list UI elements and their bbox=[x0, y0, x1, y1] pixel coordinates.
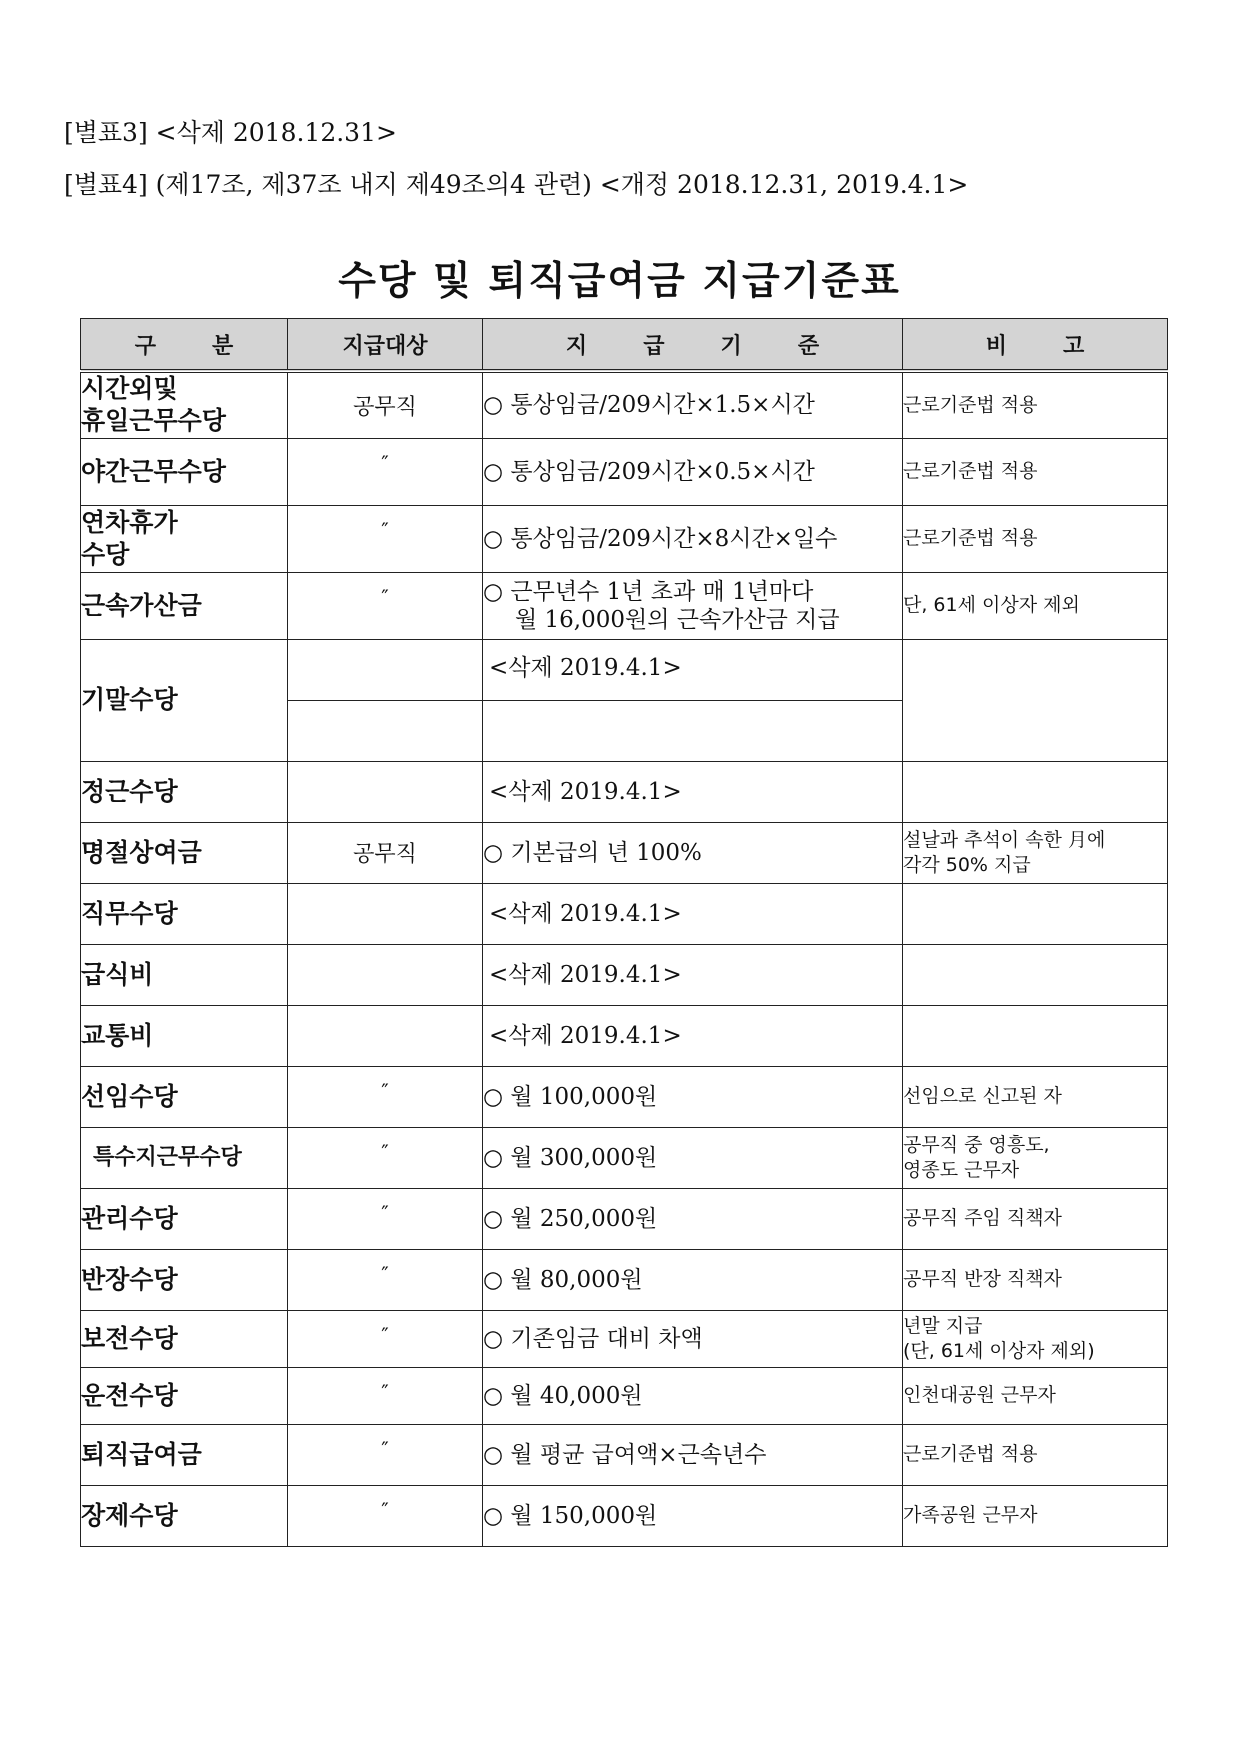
row-note: 단, 61세 이상자 제외 bbox=[903, 572, 1168, 639]
row-criteria: <삭제 2019.4.1> bbox=[483, 944, 903, 1005]
row-category-line: 야간근무수당 bbox=[81, 456, 226, 486]
table-row bbox=[81, 1188, 1168, 1249]
row-target bbox=[288, 883, 483, 944]
row-criteria: ○ 월 40,000원 bbox=[483, 1367, 903, 1424]
column-header-category: 구 분 bbox=[81, 319, 288, 372]
row-category bbox=[81, 1066, 288, 1127]
row-category bbox=[81, 438, 288, 505]
row-note bbox=[903, 1127, 1168, 1188]
row-note: 공무직 반장 직책자 bbox=[903, 1249, 1168, 1310]
row-category-line: 수당 bbox=[81, 539, 130, 569]
header-line-annex3: [별표3] <삭제 2018.12.31> bbox=[64, 118, 397, 147]
row-target bbox=[288, 1005, 483, 1066]
row-category-line: 기말수당 bbox=[81, 685, 178, 714]
table-row bbox=[81, 1485, 1168, 1546]
row-target bbox=[288, 761, 483, 822]
page-title: 수당 및 퇴직급여금 지급기준표 bbox=[338, 259, 901, 304]
row-criteria: ○ 통상임금/209시간×0.5×시간 bbox=[483, 438, 903, 505]
allowance-standard-table bbox=[80, 318, 1168, 1547]
column-header-criteria: 지 급 기 준 bbox=[483, 319, 903, 372]
row-category-line: 장제수당 bbox=[81, 1500, 178, 1530]
row-category-line: 관리수당 bbox=[81, 1203, 178, 1233]
row-category-line: 직무수당 bbox=[81, 898, 178, 928]
row-category bbox=[81, 1005, 288, 1066]
row-criteria: ○ 월 평균 급여액×근속년수 bbox=[483, 1424, 903, 1485]
table-row bbox=[81, 1249, 1168, 1310]
row-note bbox=[903, 944, 1168, 1005]
row-note-line: 설날과 추석이 속한 月에 bbox=[903, 828, 1106, 851]
row-category bbox=[81, 822, 288, 883]
row-criteria: ○ 통상임금/209시간×1.5×시간 bbox=[483, 371, 903, 438]
row-category bbox=[81, 505, 288, 572]
table-row bbox=[81, 761, 1168, 822]
row-category bbox=[81, 761, 288, 822]
row-category bbox=[81, 944, 288, 1005]
row-category bbox=[81, 883, 288, 944]
row-category-line: 근속가산금 bbox=[81, 590, 202, 620]
row-category bbox=[81, 639, 288, 761]
row-target: ″ bbox=[288, 1127, 483, 1188]
row-category-line: 급식비 bbox=[81, 959, 154, 989]
column-header-note: 비 고 bbox=[903, 319, 1168, 372]
row-note-line: 년말 지급 bbox=[903, 1314, 983, 1337]
row-target-empty bbox=[288, 700, 483, 761]
row-category-line: 특수지근무수당 bbox=[93, 1144, 242, 1170]
row-note-line: 공무직 중 영흥도, bbox=[903, 1133, 1050, 1156]
row-target: ″ bbox=[288, 572, 483, 639]
row-category bbox=[81, 1367, 288, 1424]
row-criteria: ○ 기본급의 년 100% bbox=[483, 822, 903, 883]
row-category-line: 운전수당 bbox=[81, 1380, 178, 1410]
row-note bbox=[903, 1310, 1168, 1367]
table-row bbox=[81, 1310, 1168, 1367]
row-target: ″ bbox=[288, 1249, 483, 1310]
row-note-line: (단, 61세 이상자 제외) bbox=[903, 1339, 1095, 1362]
row-target: ″ bbox=[288, 1367, 483, 1424]
table-row bbox=[81, 371, 1168, 438]
row-category bbox=[81, 1310, 288, 1367]
table-row bbox=[81, 639, 1168, 700]
row-criteria: ○ 월 300,000원 bbox=[483, 1127, 903, 1188]
row-criteria: <삭제 2019.4.1> bbox=[483, 883, 903, 944]
row-criteria-line: 월 16,000원의 근속가산금 지급 bbox=[515, 606, 840, 633]
row-category bbox=[81, 1485, 288, 1546]
table-row bbox=[81, 1066, 1168, 1127]
table-row bbox=[81, 822, 1168, 883]
row-criteria: <삭제 2019.4.1> bbox=[483, 761, 903, 822]
table-row bbox=[81, 1127, 1168, 1188]
row-category bbox=[81, 371, 288, 438]
row-category-line: 선임수당 bbox=[81, 1081, 178, 1111]
row-category-line: 휴일근무수당 bbox=[81, 406, 226, 436]
row-note bbox=[903, 639, 1168, 761]
row-criteria: ○ 통상임금/209시간×8시간×일수 bbox=[483, 505, 903, 572]
table-row bbox=[81, 1005, 1168, 1066]
row-target: 공무직 bbox=[288, 822, 483, 883]
row-note: 공무직 주임 직책자 bbox=[903, 1188, 1168, 1249]
row-category-line: 보전수당 bbox=[81, 1323, 178, 1353]
row-note bbox=[903, 1005, 1168, 1066]
row-criteria-line: ○ 근무년수 1년 초과 매 1년마다 bbox=[483, 578, 814, 605]
row-note: 선임으로 신고된 자 bbox=[903, 1066, 1168, 1127]
row-note: 근로기준법 적용 bbox=[903, 1424, 1168, 1485]
row-criteria bbox=[483, 572, 903, 639]
row-target: 공무직 bbox=[288, 371, 483, 438]
row-target: ″ bbox=[288, 1485, 483, 1546]
table-row bbox=[81, 572, 1168, 639]
column-header-target: 지급대상 bbox=[288, 319, 483, 372]
row-category bbox=[81, 1424, 288, 1485]
row-criteria: ○ 월 150,000원 bbox=[483, 1485, 903, 1546]
row-category bbox=[81, 1188, 288, 1249]
table-row bbox=[81, 1367, 1168, 1424]
row-target: ″ bbox=[288, 1424, 483, 1485]
row-target bbox=[288, 639, 483, 700]
row-target: ″ bbox=[288, 1310, 483, 1367]
table-row bbox=[81, 1424, 1168, 1485]
row-criteria: <삭제 2019.4.1> bbox=[483, 639, 903, 700]
row-note bbox=[903, 761, 1168, 822]
row-category-line: 시간외및 bbox=[81, 374, 178, 404]
row-criteria: ○ 월 100,000원 bbox=[483, 1066, 903, 1127]
row-category bbox=[81, 1249, 288, 1310]
row-note bbox=[903, 822, 1168, 883]
row-target: ″ bbox=[288, 1066, 483, 1127]
row-target: ″ bbox=[288, 1188, 483, 1249]
row-criteria: ○ 월 80,000원 bbox=[483, 1249, 903, 1310]
table-row bbox=[81, 505, 1168, 572]
row-criteria-empty bbox=[483, 700, 903, 761]
row-category-line: 정근수당 bbox=[81, 776, 178, 806]
row-note: 근로기준법 적용 bbox=[903, 371, 1168, 438]
row-category bbox=[81, 1127, 288, 1188]
row-note: 인천대공원 근무자 bbox=[903, 1367, 1168, 1424]
row-note bbox=[903, 883, 1168, 944]
row-note: 근로기준법 적용 bbox=[903, 438, 1168, 505]
table-row bbox=[81, 883, 1168, 944]
table-row bbox=[81, 438, 1168, 505]
row-category-line: 교통비 bbox=[81, 1020, 154, 1050]
row-category-line: 반장수당 bbox=[81, 1264, 178, 1294]
row-category-line: 퇴직급여금 bbox=[81, 1439, 202, 1469]
row-note-line: 영종도 근무자 bbox=[903, 1158, 1020, 1181]
row-target: ″ bbox=[288, 505, 483, 572]
row-category-line: 연차휴가 bbox=[81, 507, 178, 537]
header-line-annex4: [별표4] (제17조, 제37조 내지 제49조의4 관련) <개정 2018.12.31, 2019.4.1> bbox=[64, 170, 969, 199]
row-category bbox=[81, 572, 288, 639]
table-header-row bbox=[81, 319, 1168, 372]
table-row bbox=[81, 944, 1168, 1005]
row-category-line: 명절상여금 bbox=[81, 837, 202, 867]
row-target bbox=[288, 944, 483, 1005]
row-note: 가족공원 근무자 bbox=[903, 1485, 1168, 1546]
row-criteria: <삭제 2019.4.1> bbox=[483, 1005, 903, 1066]
row-criteria: ○ 기존임금 대비 차액 bbox=[483, 1310, 903, 1367]
row-criteria: ○ 월 250,000원 bbox=[483, 1188, 903, 1249]
row-target: ″ bbox=[288, 438, 483, 505]
row-note: 근로기준법 적용 bbox=[903, 505, 1168, 572]
row-note-line: 각각 50% 지급 bbox=[903, 853, 1031, 876]
